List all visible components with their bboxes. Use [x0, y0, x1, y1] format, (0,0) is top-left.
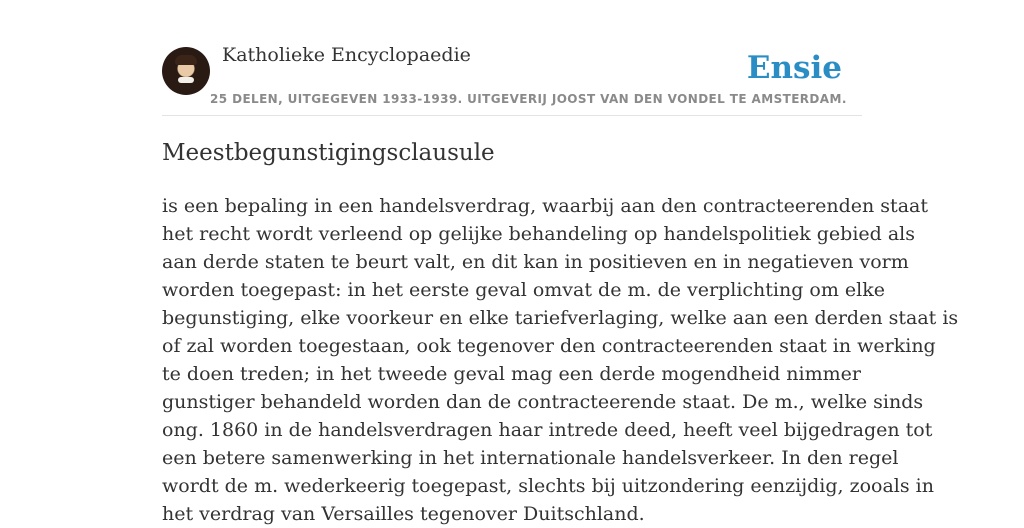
- brand-logo[interactable]: Ensie: [746, 50, 842, 86]
- source-subtitle: 25 DELEN, UITGEGEVEN 1933-1939. UITGEVERIJ JOOST VAN DEN VONDEL TE AMSTERDAM.: [210, 92, 847, 106]
- body-line: of zal worden toegestaan, ook tegenover den contracteerenden staat in werking: [162, 335, 936, 357]
- body-line: ong. 1860 in de handelsverdragen haar intrede deed, heeft veel bijgedragen tot: [162, 419, 933, 441]
- body-line: het recht wordt verleend op gelijke behandeling op handelspolitiek gebied als: [162, 223, 916, 245]
- body-line: te doen treden; in het tweede geval mag een derde mogendheid nimmer: [162, 363, 861, 385]
- body-line: wordt de m. wederkeerig toegepast, slechts bij uitzondering eenzijdig, zooals in: [162, 475, 934, 497]
- entry-title: Meestbegunstigingsclausule: [162, 140, 495, 166]
- avatar-hair: [175, 55, 197, 65]
- portrait-avatar-icon[interactable]: [162, 47, 210, 95]
- body-line: het verdrag van Versailles tegenover Duitschland.: [162, 503, 645, 525]
- entry-body: [162, 192, 959, 528]
- body-line: is een bepaling in een handelsverdrag, waarbij aan den contracteerenden staat: [162, 195, 928, 217]
- body-line: aan derde staten te beurt valt, en dit kan in positieven en in negatieven vorm: [162, 251, 909, 273]
- body-line: een betere samenwerking in het internationale handelsverkeer. In den regel: [162, 447, 899, 469]
- avatar-collar: [178, 77, 194, 83]
- source-header: [162, 44, 862, 116]
- body-line: gunstiger behandeld worden dan de contracteerende staat. De m., welke sinds: [162, 391, 924, 413]
- body-line: begunstiging, elke voorkeur en elke tariefverlaging, welke aan een derden staat is: [162, 307, 959, 329]
- source-title[interactable]: Katholieke Encyclopaedie: [222, 44, 471, 66]
- body-line: worden toegepast: in het eerste geval omvat de m. de verplichting om elke: [162, 279, 886, 301]
